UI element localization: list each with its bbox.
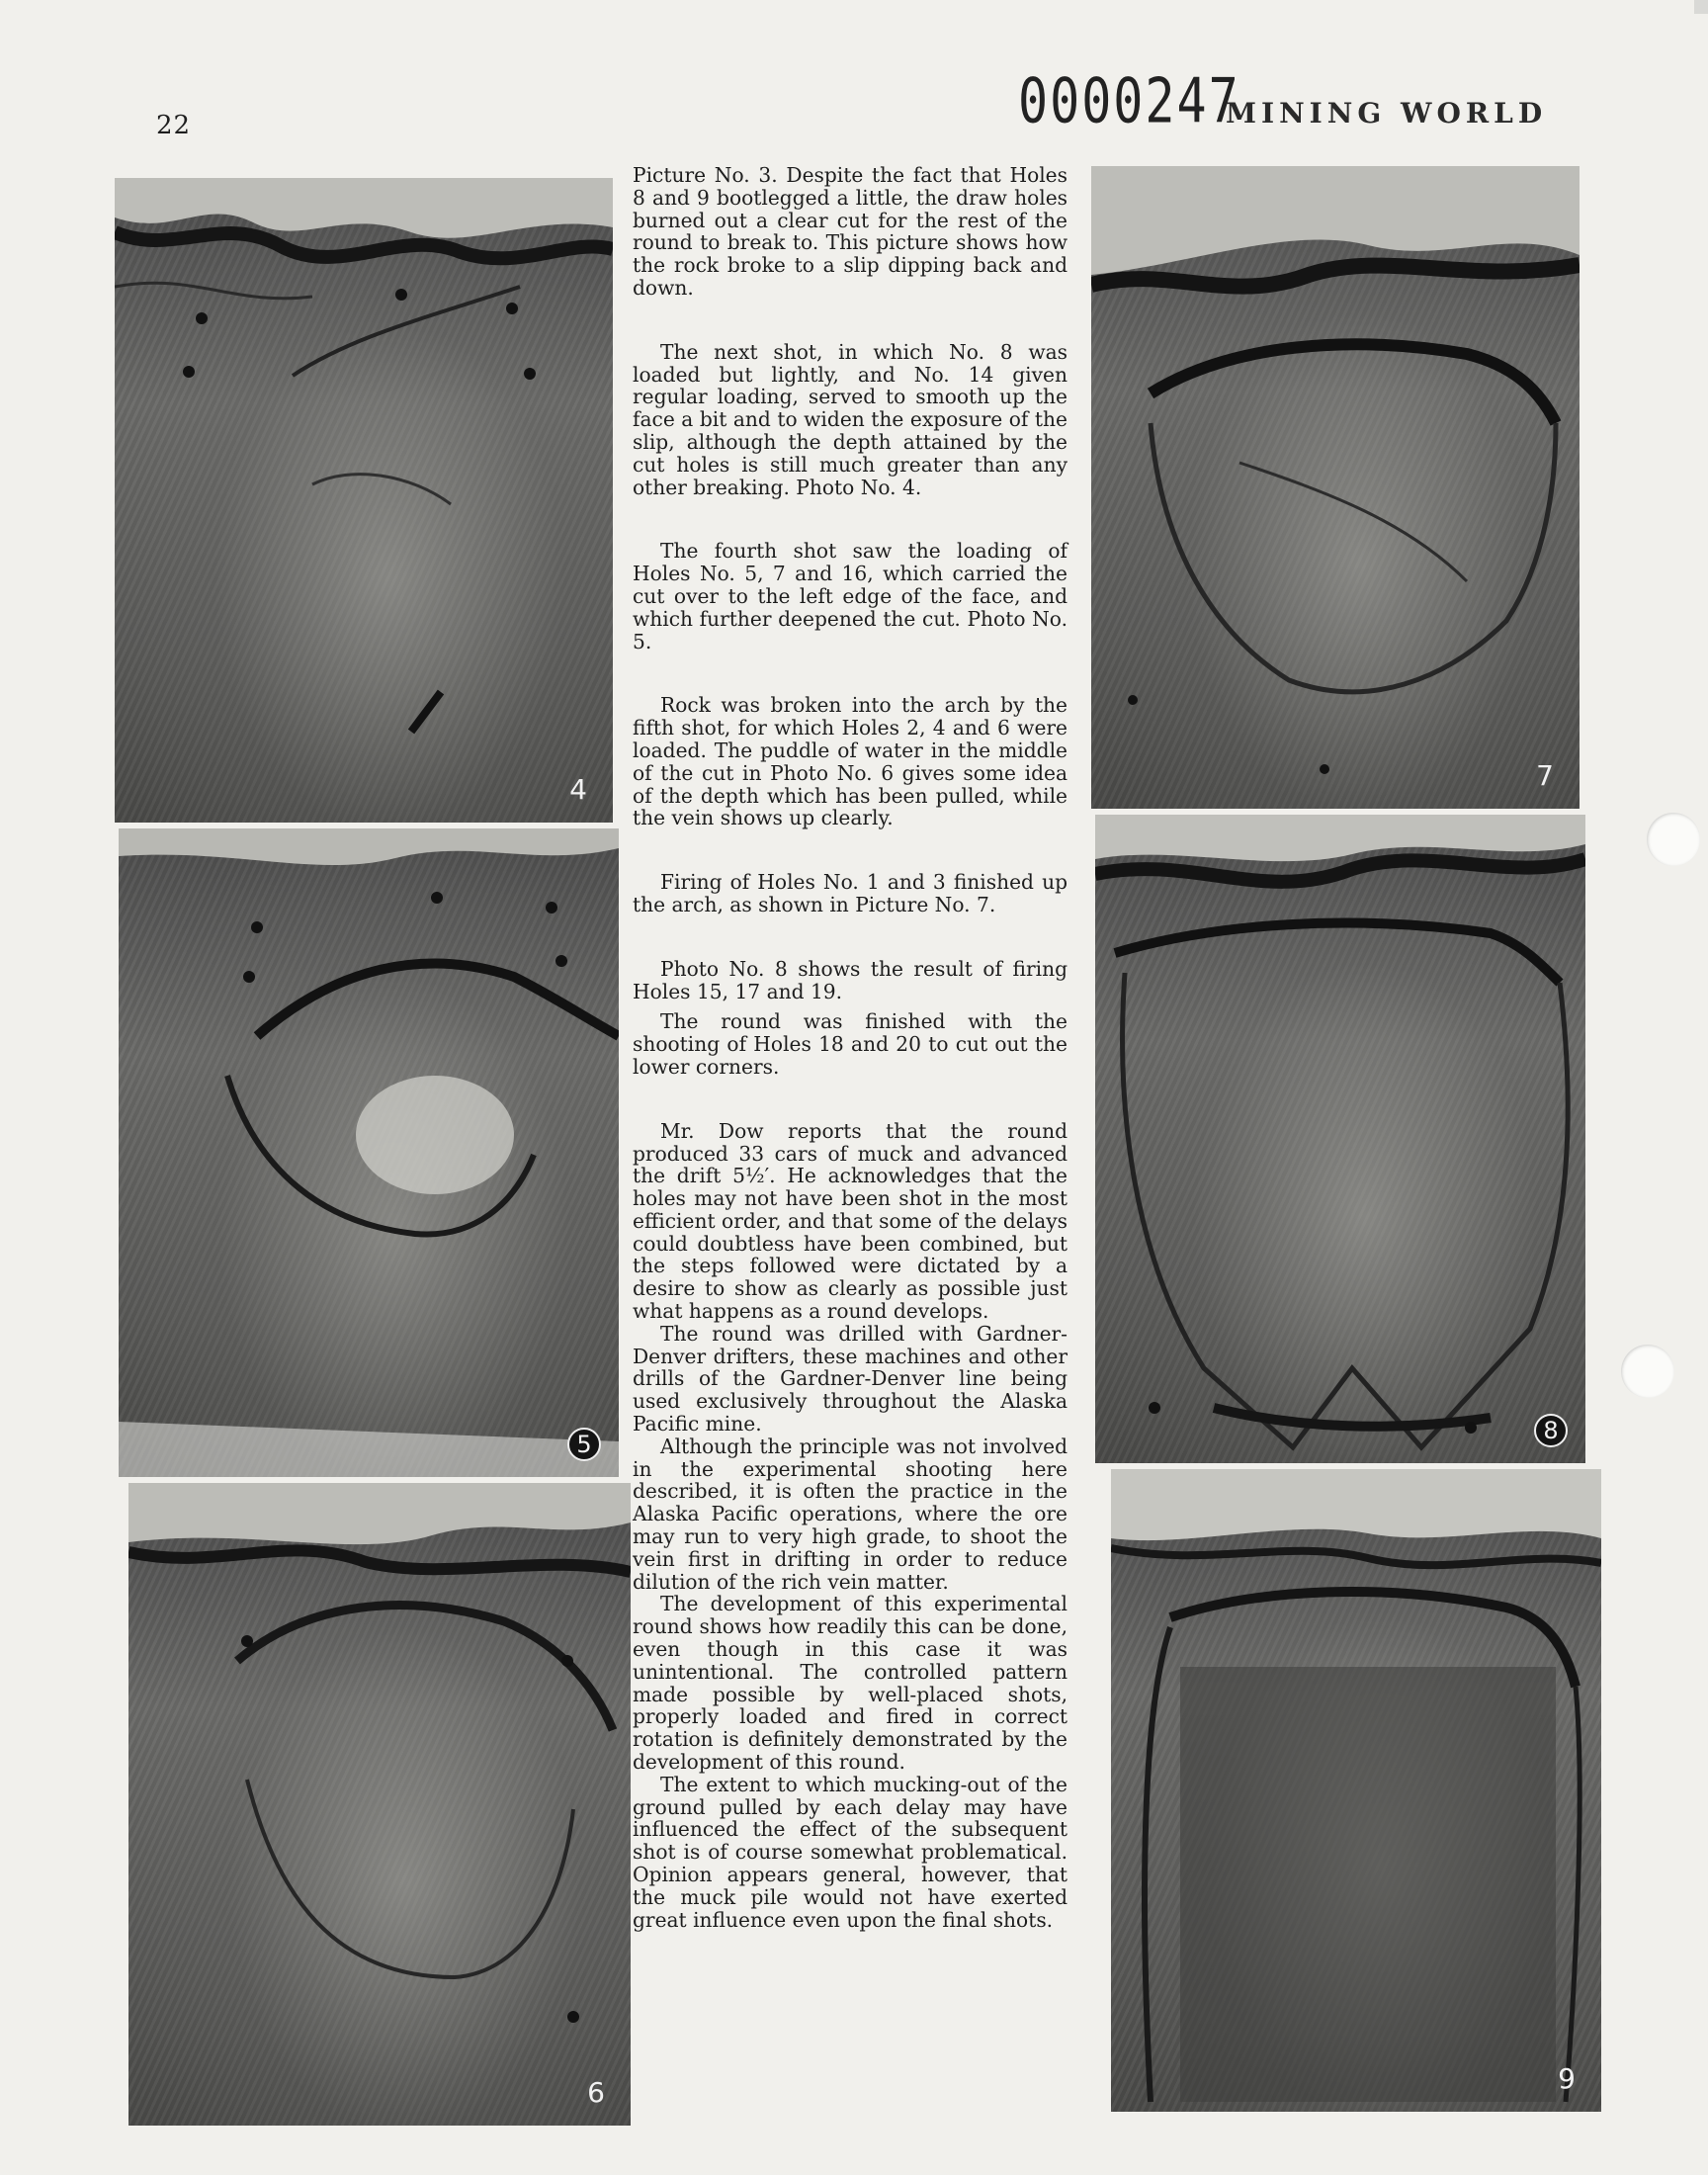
- publication-title: MINING WORLD: [1226, 97, 1548, 130]
- paragraph-development: The development of this experimental round shows how readily this can be done, even though in this case it was unintentional. The controlled pattern made possible by well-placed shots, properly loaded and fired in correct rotation is definitely demonstrated by the development of this round.: [633, 1592, 1068, 1775]
- rock-face-illustration: [1111, 1469, 1601, 2112]
- photo-4: [115, 178, 613, 823]
- paragraph-picture-3: Picture No. 3. Despite the fact that Holes 8 and 9 bootlegged a little, the draw holes burned out a clear cut for the rest of the round to break to. This picture shows how the rock broke to a slip dipping back and down.: [633, 163, 1068, 300]
- rock-face-illustration: [1091, 166, 1580, 809]
- photo-8: [1095, 815, 1585, 1463]
- photo-number-label: 7: [1536, 759, 1554, 792]
- rock-face-illustration: [1095, 815, 1585, 1463]
- paragraph-mucking-out: The extent to which mucking-out of the ground pulled by each delay may have influenced the effect of the subsequent shot is of course somewhat problematical. Opinion appears general, however, that the muck pile would not have exerted great influence even upon the final shots.: [633, 1772, 1068, 1932]
- paragraph-gardner-denver: The round was drilled with Gardner-Denver drifters, these machines and other drills of the Gardner-Denver line being used exclusively throughout the Alaska Pacific mine.: [633, 1321, 1068, 1436]
- paragraph-alaska-pacific-practice: Although the principle was not involved in the experimental shooting here described, it is often the practice in the Alaska Pacific operations, where the ore may run to very high grade, to shoot the vein first in drifting in order to reduce dilution of the rich vein matter.: [633, 1434, 1068, 1594]
- photo-5: [119, 828, 619, 1477]
- photo-number-label: 9: [1558, 2062, 1576, 2095]
- paragraph-fourth-shot: The fourth shot saw the loading of Holes No. 5, 7 and 16, which carried the cut over to the left edge of the face, and which further deepened the cut. Photo No. 5.: [633, 539, 1068, 653]
- paragraph-next-shot: The next shot, in which No. 8 was loaded but lightly, and No. 14 given regular loading, served to smooth up the face a bit and to widen the exposure of the slip, although the depth attained by the cut holes is still much greater than any other breaking. Photo No. 4.: [633, 339, 1068, 499]
- rock-face-illustration: [128, 1483, 631, 2126]
- photo-7: [1091, 166, 1580, 809]
- photo-number-label: 6: [587, 2076, 605, 2109]
- photo-number-label: 5: [567, 1428, 601, 1461]
- paragraph-photo-8: Photo No. 8 shows the result of firing Holes 15, 17 and 19.: [633, 956, 1068, 1003]
- paragraph-dow-report: Mr. Dow reports that the round produced 33 cars of muck and advanced the drift 5½′. He acknowledges that the holes may not have been shot in the most efficient order, and that some of the delays could doubtless have been combined, but the steps followed were dictated by a desire to show as clearly as possible just what happens as a round develops.: [633, 1118, 1068, 1324]
- rock-face-illustration: [119, 828, 619, 1477]
- photo-9: [1111, 1469, 1601, 2112]
- photo-number-label: 4: [569, 773, 587, 806]
- page-corner: [1694, 0, 1708, 14]
- binder-punch-hole-top: [1647, 813, 1700, 866]
- binder-punch-hole-bottom: [1621, 1345, 1674, 1398]
- photo-6: [128, 1483, 631, 2126]
- document-stamp-number: 0000247: [1018, 65, 1240, 137]
- page-number: 22: [156, 111, 192, 140]
- paragraph-round-finished: The round was finished with the shooting of Holes 18 and 20 to cut out the lower corners.: [633, 1009, 1068, 1079]
- paragraph-firing-holes-1-3: Firing of Holes No. 1 and 3 finished up the arch, as shown in Picture No. 7.: [633, 870, 1068, 916]
- rock-face-illustration: [115, 178, 613, 823]
- article-text-column: [633, 164, 1068, 1931]
- photo-number-label: 8: [1534, 1414, 1568, 1447]
- paragraph-fifth-shot: Rock was broken into the arch by the fifth shot, for which Holes 2, 4 and 6 were loaded. The puddle of water in the middle of the cut in Photo No. 6 gives some idea of the depth which has been pulled, while the vein shows up clearly.: [633, 693, 1068, 830]
